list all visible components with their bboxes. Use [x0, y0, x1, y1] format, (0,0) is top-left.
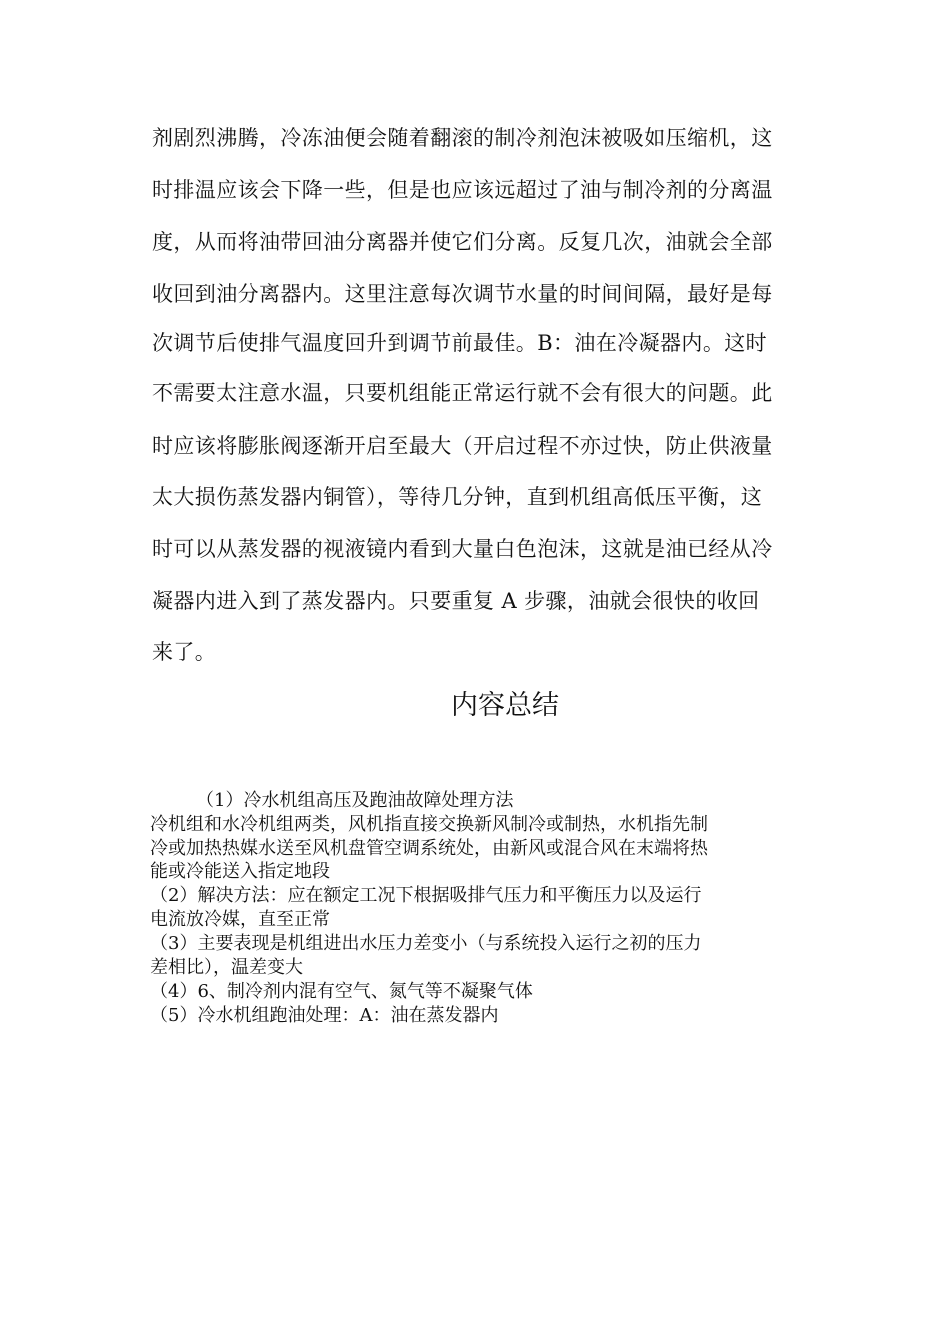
summary-line: （5）冷水机组跑油处理：A：油在蒸发器内: [150, 1005, 499, 1026]
body-line: 次调节后使排气温度回升到调节前最佳。B：油在冷凝器内。这时: [152, 331, 768, 355]
body-line: 太大损伤蒸发器内铜管），等待几分钟，直到机组高低压平衡，这: [152, 485, 763, 509]
body-line: 剂剧烈沸腾，冷冻油便会随着翻滚的制冷剂泡沫被吸如压缩机，这: [152, 126, 773, 150]
summary-line: （1）冷水机组高压及跑油故障处理方法: [196, 790, 514, 811]
summary-line: 差相比），温差变大: [150, 957, 303, 978]
body-line: 时应该将膨胀阀逐渐开启至最大（开启过程不亦过快，防止供液量: [152, 434, 773, 458]
summary-line: （4）6、制冷剂内混有空气、氮气等不凝聚气体: [150, 981, 533, 1002]
summary-line: （3）主要表现是机组进出水压力差变小（与系统投入运行之初的压力: [150, 933, 702, 954]
summary-title: 内容总结: [451, 690, 559, 721]
body-line: 收回到油分离器内。这里注意每次调节水量的时间间隔，最好是每: [152, 282, 773, 306]
body-line: 来了。: [152, 640, 217, 664]
summary-line: 能或冷能送入指定地段: [150, 861, 330, 882]
summary-line: 冷或加热热媒水送至风机盘管空调系统处，由新风或混合风在末端将热: [150, 838, 708, 859]
body-line: 度，从而将油带回油分离器并使它们分离。反复几次，油就会全部: [152, 230, 773, 254]
summary-line: 冷机组和水冷机组两类，风机指直接交换新风制冷或制热，水机指先制: [150, 814, 708, 835]
body-line: 不需要太注意水温，只要机组能正常运行就不会有很大的问题。此: [152, 381, 773, 405]
body-line: 凝器内进入到了蒸发器内。只要重复 A 步骤，油就会很快的收回: [152, 589, 760, 613]
body-line: 时排温应该会下降一些，但是也应该远超过了油与制冷剂的分离温: [152, 178, 773, 202]
summary-line: 电流放冷媒，直至正常: [150, 909, 330, 930]
body-line: 时可以从蒸发器的视液镜内看到大量白色泡沫，这就是油已经从冷: [152, 537, 773, 561]
summary-line: （2）解决方法：应在额定工况下根据吸排气压力和平衡压力以及运行: [150, 885, 702, 906]
